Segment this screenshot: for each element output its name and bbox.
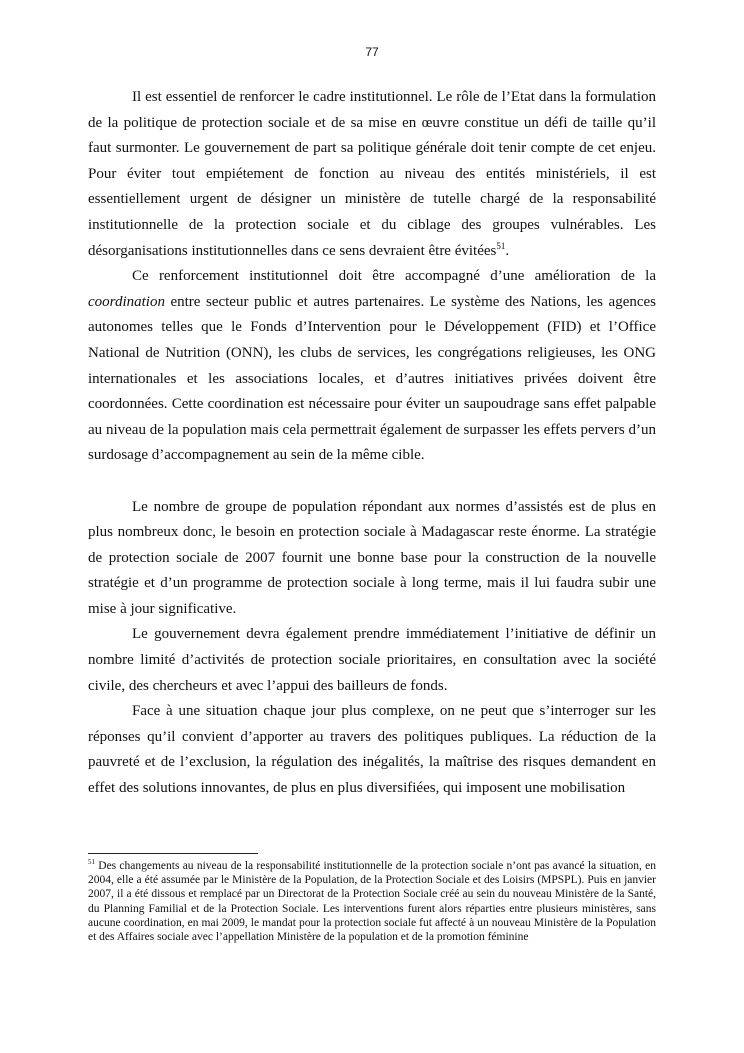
footnote-separator (88, 853, 258, 854)
paragraph-text: Il est essentiel de renforcer le cadre institutionnel. Le rôle de l’Etat dans la formulation de la politique de protection sociale et de sa mise en œuvre constitue un défi de taille qu’il faut surmonter. Le gouvernement de part sa politique générale doit tenir compte de cet enjeu. Pour éviter tout empiétement de fonction au niveau des entités ministériels, il est essentiellement urgent de désigner un ministère de tutelle chargé de la responsabilité institutionnelle de la protection sociale et du ciblage des groupes vulnérables. Les désorganisations institutionnelles dans ce sens devraient être évitées (88, 89, 656, 259)
paragraph-text: Face à une situation chaque jour plus complexe, on ne peut que s’interroger sur les réponses qu’il convient d’apporter au travers des politiques publiques. La réduction de la pauvreté et de l’exclusion, la régulation des inégalités, la maîtrise des risques demandent en effet des solutions innovantes, de plus en plus diversifiées, qui imposent une mobilisation (88, 703, 656, 797)
footnote-number: 51 (88, 858, 95, 867)
italic-term-coordination: coordination (88, 293, 165, 310)
paragraph-text-start: Ce renforcement institutionnel doit être accompagné d’une amélioration de la (132, 268, 656, 285)
page-number: 77 (365, 45, 379, 59)
body-text (88, 85, 656, 802)
footnote-reference[interactable]: 51 (496, 240, 506, 251)
paragraph-end: . (505, 242, 510, 259)
paragraph-text-rest: entre secteur public et autres partenaires. Le système des Nations, les agences autonomes telles que le Fonds d’Intervention pour le Développement (FID) et l’Office National de Nutrition (ONN), les clubs de services, les congrégations religieuses, les ONG internationales et les associations locales, et d’autres initiatives privées doivent être coordonnées. Cette coordination est nécessaire pour éviter un saupoudrage sans effet palpable au niveau de la population mais cela permettrait également de surpasser les effets pervers d’un surdosage d’accompagnement au sein de la même cible. (88, 293, 657, 464)
paragraph-government-priorities (88, 622, 656, 699)
footnote (88, 859, 656, 944)
paragraph-institutional-framework (88, 85, 656, 264)
paragraph-public-policies (88, 699, 656, 801)
footnote-text: Des changements au niveau de la responsabilité institutionnelle de la protection sociale n’ont pas avancé la situation, en 2004, elle a été assumée par le Ministère de la Population, de la Protection Sociale et des Loisirs (MPSPL). Puis en janvier 2007, il a été dissous et remplacé par un Directorat de la Protection Sociale créé au sein du nouveau Ministère de la Santé, du Planning Familial et de la Protection Sociale. Les interventions furent alors réparties entre plusieurs ministères, sans aucune coordination, en mai 2009, le mandat pour la protection sociale fut affecté à un nouveau Ministère de la Population et des Affaires sociale avec l’appellation Ministère de la population et de la promotion féminine (88, 860, 657, 944)
paragraph-text: Le nombre de groupe de population répondant aux normes d’assistés est de plus en plus nombreux donc, le besoin en protection sociale à Madagascar reste énorme. La stratégie de protection sociale de 2007 fournit une bonne base pour la construction de la nouvelle stratégie et d’un programme de protection sociale à long terme, mais il lui faudra subir une mise à jour significative. (88, 498, 656, 617)
paragraph-text: Le gouvernement devra également prendre immédiatement l’initiative de définir un nombre limité d’activités de protection sociale prioritaires, en consultation avec la société civile, des chercheurs et avec l’appui des bailleurs de fonds. (88, 626, 656, 694)
paragraph-coordination (88, 264, 656, 469)
paragraph-population-groups (88, 495, 656, 623)
